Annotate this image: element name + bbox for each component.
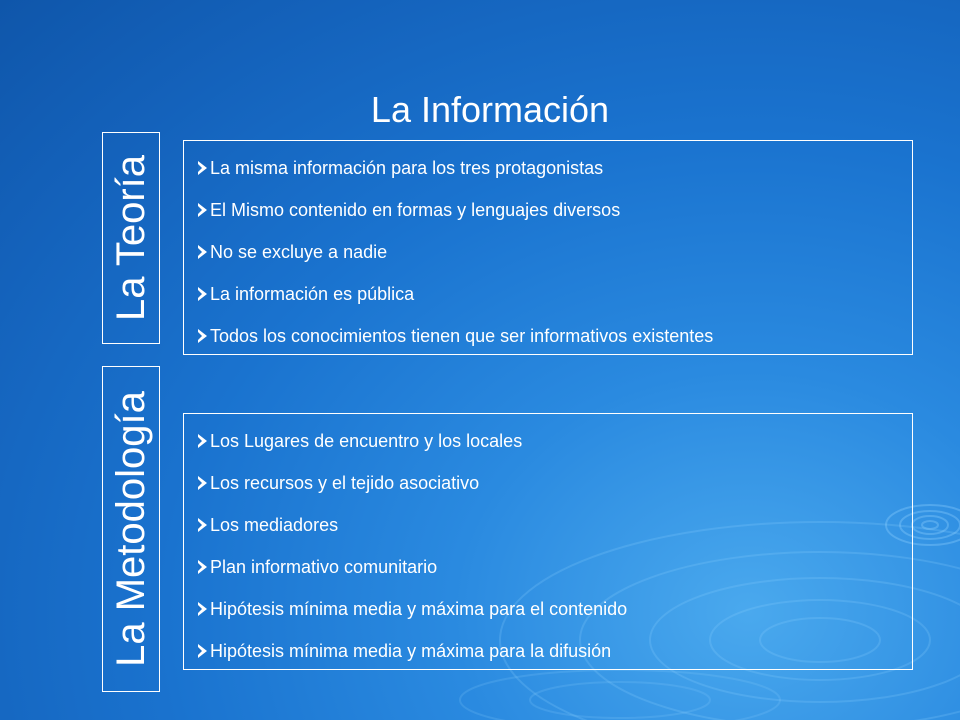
list-item-text: Los recursos y el tejido asociativo xyxy=(210,472,480,493)
list-item xyxy=(198,588,912,630)
list-item xyxy=(198,420,912,462)
list-item-text: El Mismo contenido en formas y lenguajes diversos xyxy=(210,199,621,220)
page-title: La Información xyxy=(370,89,610,130)
list-item-text: Los mediadores xyxy=(210,514,339,535)
list-item-text: No se excluye a nadie xyxy=(210,241,388,262)
section-label-metodologia xyxy=(102,366,160,692)
list-item xyxy=(198,504,912,546)
arrow-bullet-icon xyxy=(198,161,207,175)
arrow-bullet-icon xyxy=(198,518,207,532)
list-item xyxy=(198,315,912,357)
metodologia-bullet-list xyxy=(183,413,913,670)
arrow-bullet-icon xyxy=(198,287,207,301)
list-item-text: Plan informativo comunitario xyxy=(210,556,438,577)
list-item-text: Hipótesis mínima media y máxima para el contenido xyxy=(210,598,628,619)
section-label-text: La Metodología xyxy=(109,391,153,667)
arrow-bullet-icon xyxy=(198,434,207,448)
teoria-bullet-list xyxy=(183,140,913,355)
arrow-bullet-icon xyxy=(198,476,207,490)
arrow-bullet-icon xyxy=(198,203,207,217)
list-item xyxy=(198,273,912,315)
list-item xyxy=(198,231,912,273)
list-item-text: La información es pública xyxy=(210,283,415,304)
list-item-text: La misma información para los tres protagonistas xyxy=(210,157,604,178)
list-item xyxy=(198,546,912,588)
list-item-text: Hipótesis mínima media y máxima para la difusión xyxy=(210,640,612,661)
arrow-bullet-icon xyxy=(198,329,207,343)
arrow-bullet-icon xyxy=(198,644,207,658)
arrow-bullet-icon xyxy=(198,245,207,259)
arrow-bullet-icon xyxy=(198,560,207,574)
arrow-bullet-icon xyxy=(198,602,207,616)
section-label-text: La Teoría xyxy=(109,154,153,322)
list-item-text: Los Lugares de encuentro y los locales xyxy=(210,430,523,451)
list-item xyxy=(198,630,912,672)
list-item xyxy=(198,462,912,504)
list-item xyxy=(198,189,912,231)
list-item-text: Todos los conocimientos tienen que ser informativos existentes xyxy=(210,325,714,346)
section-label-teoria xyxy=(102,132,160,344)
list-item xyxy=(198,147,912,189)
